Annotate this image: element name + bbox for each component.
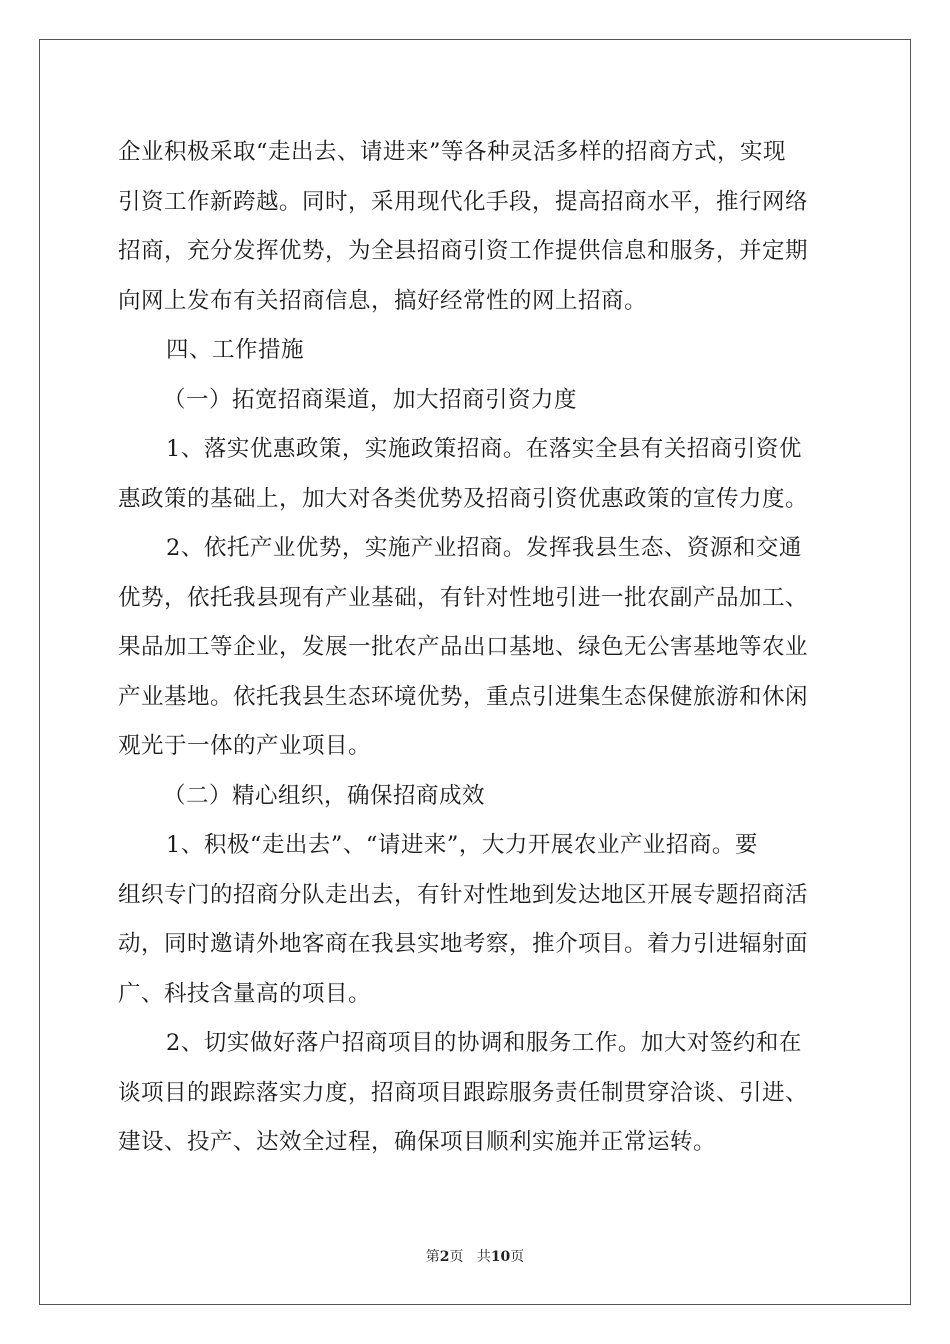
subsection-heading: （二）精心组织，确保招商成效 bbox=[163, 782, 486, 809]
text-line: 建设、投产、达效全过程，确保项目顺利实施并正常运转。 bbox=[118, 1129, 717, 1155]
text-line: 广、科技含量高的项目。 bbox=[118, 980, 372, 1007]
text-line: 向网上发布有关招商信息，搞好经常性的网上招商。 bbox=[118, 287, 648, 314]
text-line: 企业积极采取“走出去、请进来”等各种灵活多样的招商方式，实现 bbox=[118, 139, 787, 165]
text-line: 惠政策的基础上，加大对各类优势及招商引资优惠政策的宣传力度。 bbox=[118, 485, 809, 512]
text-line: 谈项目的跟踪落实力度，招商项目跟踪服务责任制贯穿洽谈、引进、 bbox=[118, 1079, 809, 1106]
text-line: 2、依托产业优势，实施产业招商。发挥我县生态、资源和交通 bbox=[166, 535, 802, 561]
text-line: 产业基地。依托我县生态环境优势，重点引进集生态保健旅游和休闲 bbox=[118, 683, 809, 710]
page-number: 2 bbox=[439, 1249, 450, 1265]
text-line: 果品加工等企业，发展一批农产品出口基地、绿色无公害基地等农业 bbox=[118, 634, 809, 660]
page-footer bbox=[0, 1246, 950, 1266]
document-body bbox=[118, 128, 834, 1168]
text-line: 2、切实做好落户招商项目的协调和服务工作。加大对签约和在 bbox=[166, 1030, 802, 1056]
text-line: 组织专门的招商分队走出去，有针对性地到发达地区开展专题招商活 bbox=[118, 881, 809, 908]
text-line: 1、积极“走出去”、“请进来”，大力开展农业产业招商。要 bbox=[166, 832, 758, 858]
page-prefix: 第 bbox=[425, 1249, 440, 1265]
text-line: 招商，充分发挥优势，为全县招商引资工作提供信息和服务，并定期 bbox=[118, 238, 809, 264]
total-suffix: 页 bbox=[510, 1249, 525, 1265]
page-suffix: 页 bbox=[449, 1249, 464, 1265]
section-heading: 四、工作措施 bbox=[166, 337, 305, 363]
text-line: 观光于一体的产业项目。 bbox=[118, 733, 372, 759]
text-line: 动，同时邀请外地客商在我县实地考察，推介项目。着力引进辐射面 bbox=[118, 931, 809, 957]
subsection-heading: （一）拓宽招商渠道，加大招商引资力度 bbox=[163, 386, 578, 413]
total-pages: 10 bbox=[490, 1249, 511, 1265]
total-prefix: 共 bbox=[476, 1249, 491, 1265]
text-line: 1、落实优惠政策，实施政策招商。在落实全县有关招商引资优 bbox=[166, 436, 802, 462]
text-line: 引资工作新跨越。同时，采用现代化手段，提高招商水平，推行网络 bbox=[118, 188, 809, 215]
text-line: 优势，依托我县现有产业基础，有针对性地引进一批农副产品加工、 bbox=[118, 584, 809, 611]
